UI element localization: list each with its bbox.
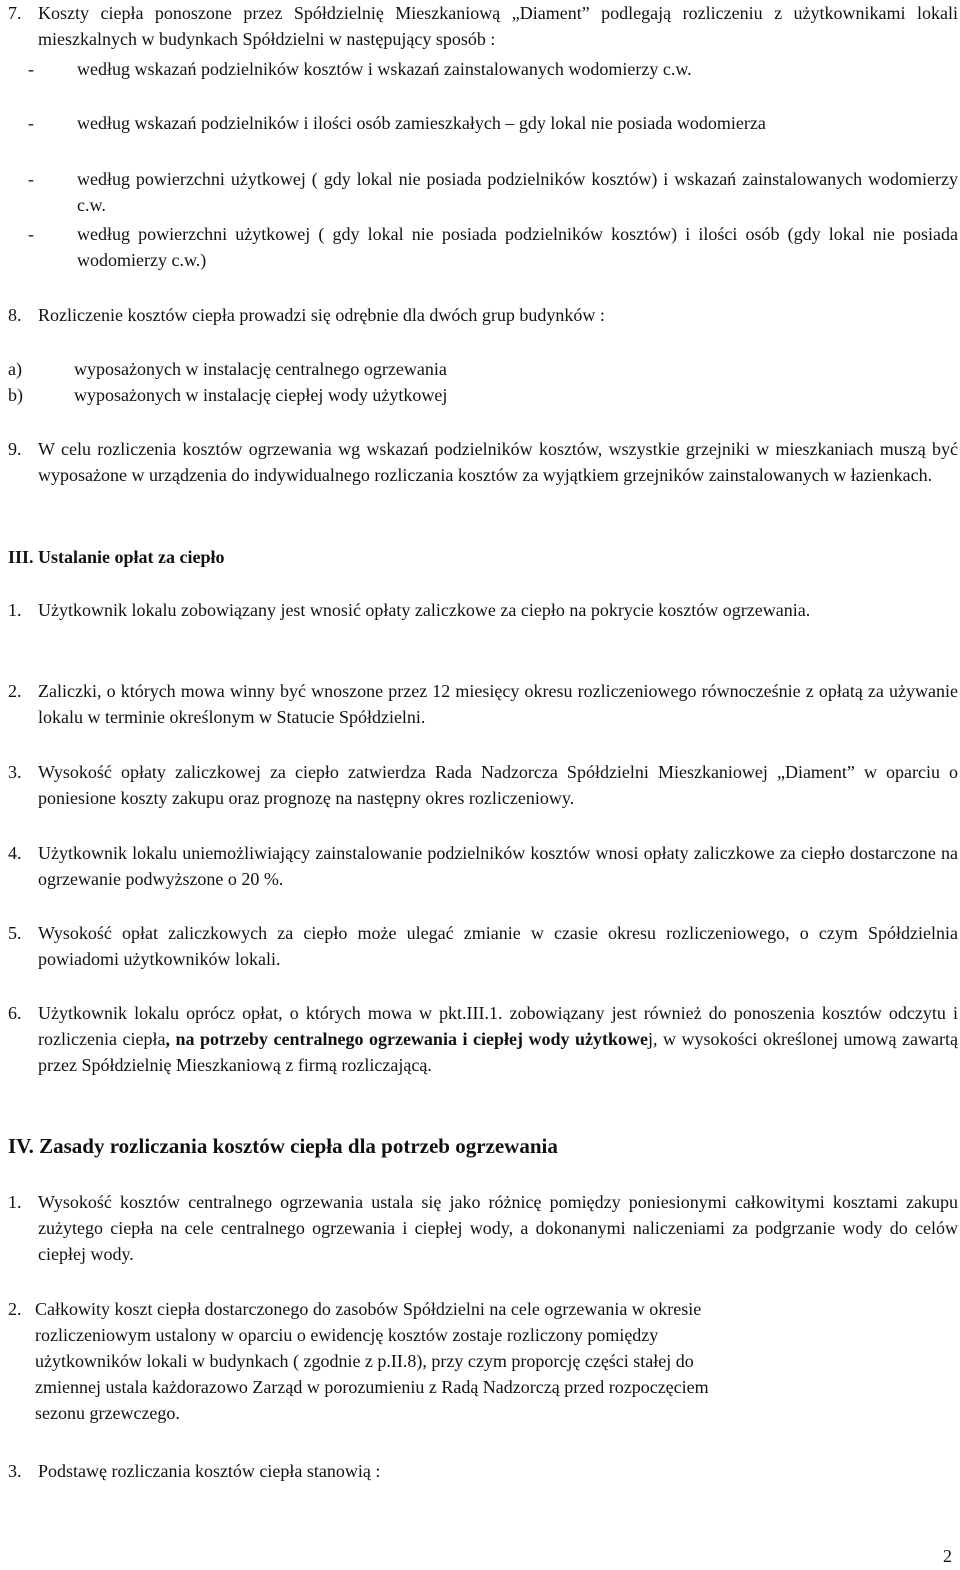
- section-heading-iv: IV. Zasady rozliczania kosztów ciepła dla potrzeb ogrzewania: [8, 1134, 558, 1158]
- section-heading-iii: III. Ustalanie opłat za ciepło: [8, 547, 225, 567]
- section4-paragraph-3: [8, 1458, 958, 1484]
- paragraph-9: [8, 436, 958, 488]
- paragraph-7: [8, 0, 958, 52]
- paragraph-text: Zaliczki, o których mowa winny być wnoszone przez 12 miesięcy okresu rozliczeniowego równocześnie z opłatą za używanie lokalu w terminie określonym w Statucie Spółdzielni.: [38, 681, 958, 727]
- section4-paragraph-1: [8, 1189, 958, 1267]
- paragraph-text: Rozliczenie kosztów ciepła prowadzi się odrębnie dla dwóch grup budynków :: [38, 305, 605, 325]
- section3-paragraph-3: [8, 759, 958, 811]
- paragraph-line: sezonu grzewczego.: [35, 1403, 180, 1423]
- section3-paragraph-5: [8, 920, 958, 972]
- paragraph-text: [35, 1296, 958, 1426]
- item-number: 5.: [8, 923, 22, 943]
- bullet-dash: -: [28, 113, 34, 133]
- paragraph-text-part: Użytkownik lokalu oprócz opłat, o których mowa w pkt.III.1. zobowiązany jest również do ponoszenia kosztów odczytu i rozliczenia ciepła: [38, 1003, 958, 1049]
- item-number: 2.: [8, 1299, 22, 1319]
- bullet-item: [28, 166, 958, 218]
- item-number: 2.: [8, 681, 22, 701]
- bullet-item: [28, 56, 958, 82]
- section3-paragraph-2: [8, 678, 958, 730]
- paragraph-line: rozliczeniowym ustalony w oparciu o ewidencję kosztów zostaje rozliczony pomiędzy: [35, 1325, 659, 1345]
- item-number: 1.: [8, 1192, 22, 1212]
- paragraph-text: Koszty ciepła ponoszone przez Spółdzielnię Mieszkaniową „Diament” podlegają rozliczeniu z użytkownikami lokali mieszkalnych w budynkach Spółdzielni w następujący sposób :: [38, 3, 958, 49]
- paragraph-text: Podstawę rozliczania kosztów ciepła stanowią :: [38, 1461, 381, 1481]
- sub-item-text: wyposażonych w instalację ciepłej wody użytkowej: [74, 385, 448, 405]
- page-number: 2: [943, 1546, 952, 1566]
- bullet-text: według wskazań podzielników kosztów i wskazań zainstalowanych wodomierzy c.w.: [77, 59, 692, 79]
- paragraph-line: użytkowników lokali w budynkach ( zgodnie z p.II.8), przy czym proporcję części stałej do: [35, 1351, 694, 1371]
- sub-item-text: wyposażonych w instalację centralnego ogrzewania: [74, 359, 447, 379]
- paragraph-text: [38, 1000, 958, 1078]
- bullet-item: [28, 110, 958, 136]
- bullet-dash: -: [28, 224, 34, 244]
- bullet-text: według powierzchni użytkowej ( gdy lokal nie posiada podzielników kosztów) i wskazań zainstalowanych wodomierzy c.w.: [77, 169, 958, 215]
- paragraph-text: W celu rozliczenia kosztów ogrzewania wg wskazań podzielników kosztów, wszystkie grzejniki w mieszkaniach muszą być wyposażone w urządzenia do indywidualnego rozliczania kosztów za wyjątkiem grzejników zainstalowanych w łazienkach.: [38, 439, 958, 485]
- item-number: 4.: [8, 843, 22, 863]
- item-number: 8.: [8, 305, 22, 325]
- item-number: 6.: [8, 1003, 22, 1023]
- item-number: 1.: [8, 600, 22, 620]
- bullet-text: według powierzchni użytkowej ( gdy lokal nie posiada podzielników kosztów) i ilości osób (gdy lokal nie posiada wodomierzy c.w.): [77, 224, 958, 270]
- item-number: 9.: [8, 439, 22, 459]
- sub-item-b: [8, 382, 938, 408]
- section3-paragraph-1: [8, 597, 958, 623]
- sub-item-label: b): [8, 385, 23, 405]
- paragraph-text-part: j, w wysokości określonej umową zawartą przez Spółdzielnię Mieszkaniową z firmą rozliczającą.: [38, 1029, 958, 1075]
- bullet-dash: -: [28, 59, 34, 79]
- paragraph-8: [8, 302, 958, 328]
- item-number: 7.: [8, 3, 22, 23]
- section4-paragraph-2: [8, 1296, 958, 1426]
- paragraph-text: Wysokość opłat zaliczkowych za ciepło może ulegać zmianie w czasie okresu rozliczeniowego, o czym Spółdzielnia powiadomi użytkowników lokali.: [38, 923, 958, 969]
- bullet-dash: -: [28, 169, 34, 189]
- item-number: 3.: [8, 762, 22, 782]
- paragraph-line: Całkowity koszt ciepła dostarczonego do zasobów Spółdzielni na cele ogrzewania w okresie: [35, 1299, 702, 1319]
- section3-paragraph-4: [8, 840, 958, 892]
- paragraph-text: Użytkownik lokalu zobowiązany jest wnosić opłaty zaliczkowe za ciepło na pokrycie kosztów ogrzewania.: [38, 600, 811, 620]
- bullet-item: [28, 221, 958, 273]
- paragraph-text: Wysokość kosztów centralnego ogrzewania ustala się jako różnicę pomiędzy poniesionymi całkowitymi kosztami zakupu zużytego ciepła na cele centralnego ogrzewania i ciepłej wody, a dokonanymi naliczeniami za podgrzanie wody do celów ciepłej wody.: [38, 1192, 958, 1264]
- paragraph-text: Wysokość opłaty zaliczkowej za ciepło zatwierdza Rada Nadzorcza Spółdzielni Mieszkaniowej „Diament” w oparciu o poniesione koszty zakupu oraz prognozę na następny okres rozliczeniowy.: [38, 762, 958, 808]
- paragraph-line: zmiennej ustala każdorazowo Zarząd w porozumieniu z Radą Nadzorczą przed rozpoczęciem: [35, 1377, 709, 1397]
- item-number: 3.: [8, 1461, 22, 1481]
- sub-item-label: a): [8, 359, 22, 379]
- paragraph-text: Użytkownik lokalu uniemożliwiający zainstalowanie podzielników kosztów wnosi opłaty zaliczkowe za ciepło dostarczone na ogrzewanie podwyższone o 20 %.: [38, 843, 958, 889]
- sub-item-a: [8, 356, 938, 382]
- paragraph-bold-text: , na potrzeby centralnego ogrzewania i ciepłej wody użytkowe: [165, 1029, 648, 1049]
- section3-paragraph-6: [8, 1000, 958, 1078]
- bullet-text: według wskazań podzielników i ilości osób zamieszkałych – gdy lokal nie posiada wodomierza: [77, 113, 766, 133]
